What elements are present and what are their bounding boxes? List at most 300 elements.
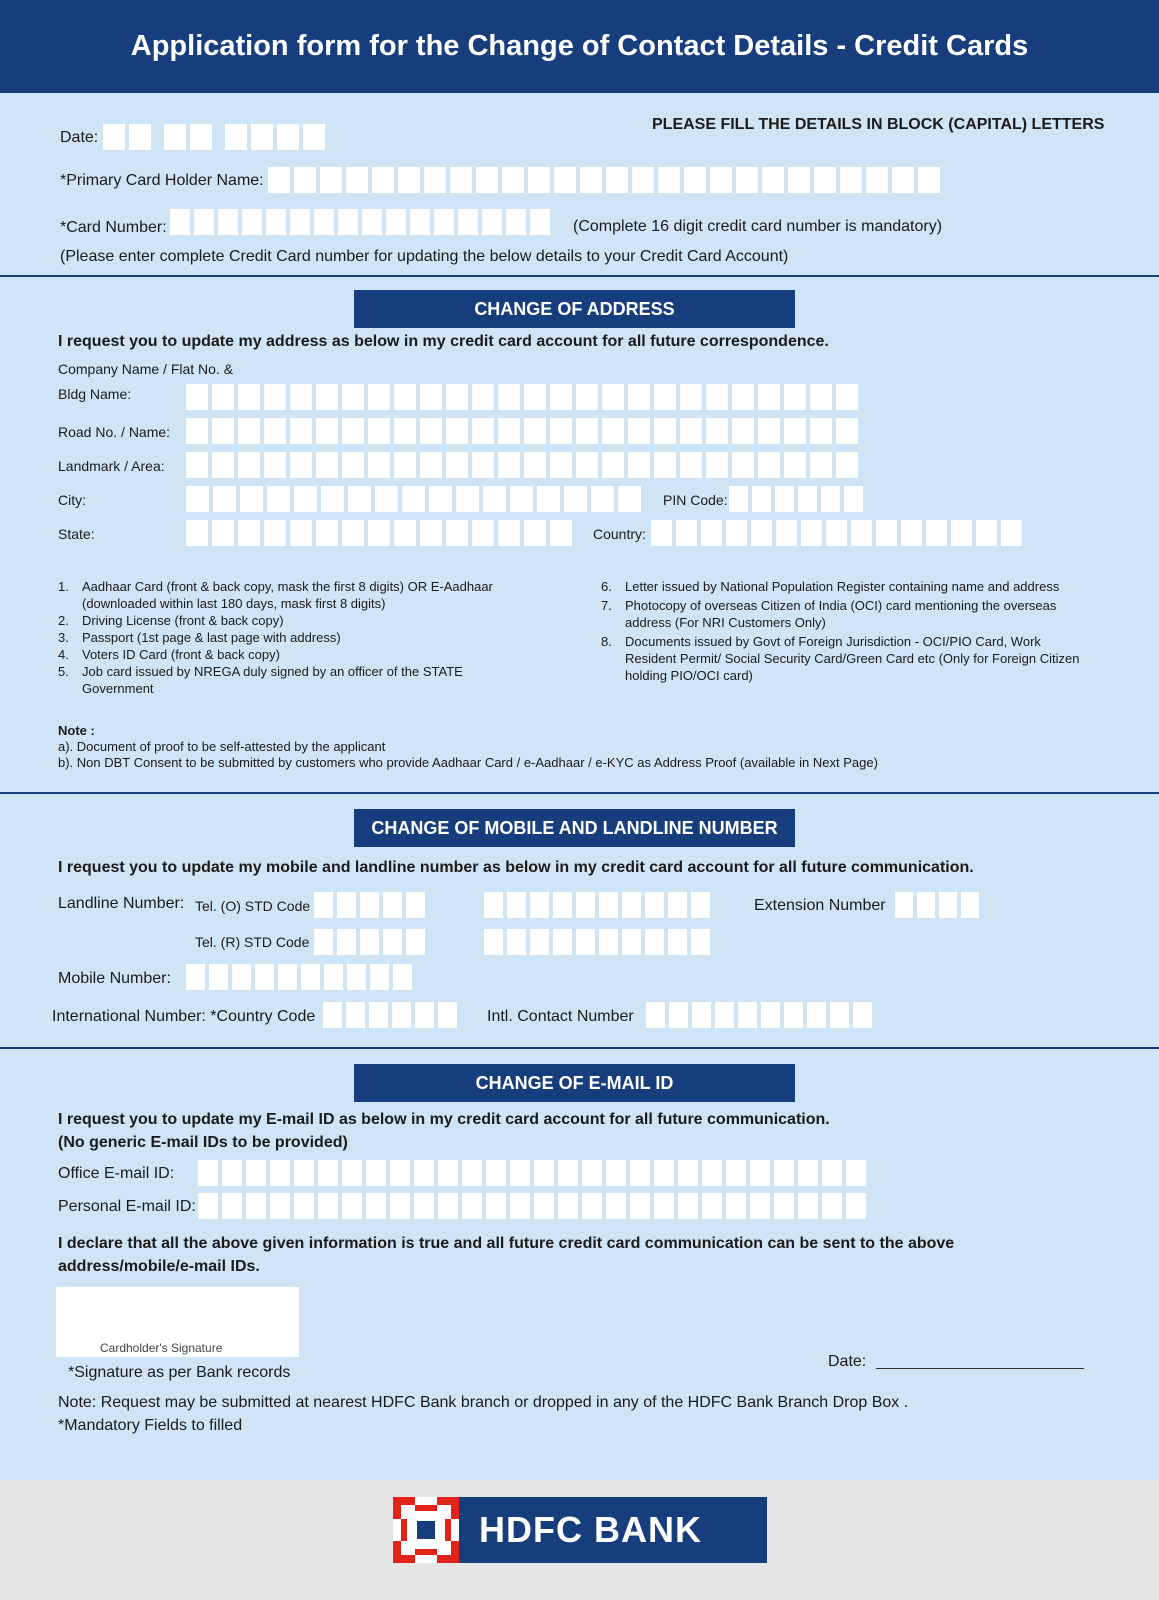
char-box[interactable]: [622, 929, 641, 955]
char-box[interactable]: [318, 1160, 338, 1186]
char-box[interactable]: [810, 452, 832, 478]
char-box[interactable]: [798, 1193, 818, 1219]
char-box[interactable]: [209, 964, 228, 990]
char-box[interactable]: [618, 486, 641, 512]
char-box[interactable]: [628, 418, 650, 444]
char-box[interactable]: [186, 964, 205, 990]
char-box[interactable]: [876, 520, 897, 546]
char-box[interactable]: [775, 486, 794, 512]
char-box[interactable]: [550, 520, 572, 546]
char-box[interactable]: [550, 384, 572, 410]
char-box[interactable]: [255, 964, 274, 990]
char-box[interactable]: [502, 167, 524, 193]
char-box[interactable]: [406, 929, 425, 955]
char-box[interactable]: [366, 1193, 386, 1219]
char-box[interactable]: [506, 209, 526, 235]
char-box[interactable]: [851, 520, 872, 546]
char-box[interactable]: [602, 418, 624, 444]
char-box[interactable]: [761, 1002, 780, 1028]
char-box[interactable]: [270, 1160, 290, 1186]
char-box[interactable]: [606, 1193, 626, 1219]
char-box[interactable]: [438, 1160, 458, 1186]
char-box[interactable]: [632, 167, 654, 193]
char-box[interactable]: [751, 520, 772, 546]
char-box[interactable]: [710, 167, 732, 193]
char-box[interactable]: [238, 452, 260, 478]
char-box[interactable]: [524, 418, 546, 444]
char-box[interactable]: [360, 929, 379, 955]
char-box[interactable]: [537, 486, 560, 512]
char-box[interactable]: [278, 964, 297, 990]
char-box[interactable]: [645, 929, 664, 955]
char-box[interactable]: [316, 520, 338, 546]
char-box[interactable]: [338, 209, 358, 235]
char-box[interactable]: [646, 1002, 665, 1028]
char-box[interactable]: [726, 1193, 746, 1219]
char-box[interactable]: [622, 892, 641, 918]
char-box[interactable]: [658, 167, 680, 193]
char-box[interactable]: [602, 384, 624, 410]
char-box[interactable]: [498, 520, 520, 546]
char-box[interactable]: [486, 1193, 506, 1219]
char-box[interactable]: [462, 1193, 482, 1219]
char-box[interactable]: [212, 520, 234, 546]
char-box[interactable]: [701, 520, 722, 546]
char-box[interactable]: [530, 209, 550, 235]
char-box[interactable]: [383, 892, 402, 918]
char-box[interactable]: [446, 384, 468, 410]
char-box[interactable]: [446, 452, 468, 478]
char-box[interactable]: [599, 892, 618, 918]
char-box[interactable]: [324, 964, 343, 990]
char-box[interactable]: [394, 520, 416, 546]
char-box[interactable]: [242, 209, 262, 235]
char-box[interactable]: [836, 418, 858, 444]
char-box[interactable]: [264, 384, 286, 410]
char-box[interactable]: [738, 1002, 757, 1028]
char-box[interactable]: [446, 520, 468, 546]
char-box[interactable]: [370, 964, 389, 990]
char-box[interactable]: [582, 1193, 602, 1219]
char-box[interactable]: [346, 1002, 365, 1028]
char-box[interactable]: [458, 209, 478, 235]
char-box[interactable]: [558, 1193, 578, 1219]
char-box[interactable]: [836, 384, 858, 410]
char-box[interactable]: [680, 452, 702, 478]
char-box[interactable]: [788, 167, 810, 193]
char-box[interactable]: [383, 929, 402, 955]
char-box[interactable]: [420, 384, 442, 410]
char-box[interactable]: [170, 209, 190, 235]
char-box[interactable]: [606, 1160, 626, 1186]
char-box[interactable]: [576, 892, 595, 918]
char-box[interactable]: [550, 452, 572, 478]
char-box[interactable]: [450, 167, 472, 193]
char-box[interactable]: [372, 167, 394, 193]
char-box[interactable]: [926, 520, 947, 546]
char-box[interactable]: [866, 167, 888, 193]
char-box[interactable]: [375, 486, 398, 512]
char-box[interactable]: [750, 1193, 770, 1219]
char-box[interactable]: [213, 486, 236, 512]
char-box[interactable]: [186, 452, 208, 478]
char-box[interactable]: [510, 1160, 530, 1186]
char-box[interactable]: [507, 929, 526, 955]
char-box[interactable]: [576, 418, 598, 444]
char-box[interactable]: [414, 1160, 434, 1186]
char-box[interactable]: [678, 1160, 698, 1186]
char-box[interactable]: [198, 1193, 218, 1219]
char-box[interactable]: [691, 929, 710, 955]
char-box[interactable]: [342, 384, 364, 410]
char-box[interactable]: [553, 892, 572, 918]
char-box[interactable]: [362, 209, 382, 235]
char-box[interactable]: [415, 1002, 434, 1028]
char-box[interactable]: [576, 384, 598, 410]
char-box[interactable]: [368, 384, 390, 410]
char-box[interactable]: [810, 384, 832, 410]
char-box[interactable]: [390, 1160, 410, 1186]
char-box[interactable]: [438, 1193, 458, 1219]
pin-field[interactable]: [729, 486, 863, 512]
char-box[interactable]: [680, 418, 702, 444]
char-box[interactable]: [758, 418, 780, 444]
tel-o-number-field[interactable]: [484, 892, 710, 918]
char-box[interactable]: [840, 167, 862, 193]
char-box[interactable]: [406, 892, 425, 918]
char-box[interactable]: [498, 384, 520, 410]
holder-name-field[interactable]: [268, 167, 940, 193]
char-box[interactable]: [630, 1160, 650, 1186]
char-box[interactable]: [1001, 520, 1022, 546]
char-box[interactable]: [462, 1160, 482, 1186]
char-box[interactable]: [456, 486, 479, 512]
char-box[interactable]: [901, 520, 922, 546]
char-box[interactable]: [553, 929, 572, 955]
char-box[interactable]: [826, 520, 847, 546]
char-box[interactable]: [246, 1160, 266, 1186]
char-box[interactable]: [814, 167, 836, 193]
char-box[interactable]: [654, 452, 676, 478]
char-box[interactable]: [368, 452, 390, 478]
char-box[interactable]: [386, 209, 406, 235]
char-box[interactable]: [892, 167, 914, 193]
char-box[interactable]: [774, 1193, 794, 1219]
char-box[interactable]: [394, 384, 416, 410]
company-field[interactable]: [186, 384, 858, 410]
char-box[interactable]: [232, 964, 251, 990]
char-box[interactable]: [591, 486, 614, 512]
landmark-field[interactable]: [186, 452, 858, 478]
char-box[interactable]: [691, 892, 710, 918]
char-box[interactable]: [264, 418, 286, 444]
intl-country-code-field[interactable]: [323, 1002, 457, 1028]
char-box[interactable]: [194, 209, 214, 235]
char-box[interactable]: [321, 486, 344, 512]
char-box[interactable]: [822, 1193, 842, 1219]
char-box[interactable]: [301, 964, 320, 990]
char-box[interactable]: [498, 452, 520, 478]
char-box[interactable]: [266, 209, 286, 235]
char-box[interactable]: [398, 167, 420, 193]
char-box[interactable]: [342, 520, 364, 546]
char-box[interactable]: [294, 1160, 314, 1186]
char-box[interactable]: [337, 892, 356, 918]
char-box[interactable]: [212, 418, 234, 444]
char-box[interactable]: [212, 384, 234, 410]
intl-contact-field[interactable]: [646, 1002, 872, 1028]
char-box[interactable]: [678, 1193, 698, 1219]
office-email-field[interactable]: [198, 1160, 866, 1186]
char-box[interactable]: [314, 209, 334, 235]
char-box[interactable]: [316, 452, 338, 478]
char-box[interactable]: [774, 1160, 794, 1186]
char-box[interactable]: [238, 384, 260, 410]
char-box[interactable]: [392, 1002, 411, 1028]
char-box[interactable]: [507, 892, 526, 918]
char-box[interactable]: [484, 892, 503, 918]
char-box[interactable]: [342, 418, 364, 444]
char-box[interactable]: [290, 209, 310, 235]
char-box[interactable]: [290, 418, 312, 444]
char-box[interactable]: [961, 892, 979, 918]
char-box[interactable]: [554, 167, 576, 193]
char-box[interactable]: [510, 486, 533, 512]
char-box[interactable]: [564, 486, 587, 512]
char-box[interactable]: [446, 418, 468, 444]
char-box[interactable]: [758, 384, 780, 410]
char-box[interactable]: [830, 1002, 849, 1028]
char-box[interactable]: [420, 418, 442, 444]
char-box[interactable]: [776, 520, 797, 546]
char-box[interactable]: [715, 1002, 734, 1028]
char-box[interactable]: [951, 520, 972, 546]
char-box[interactable]: [976, 520, 997, 546]
char-box[interactable]: [654, 1160, 674, 1186]
char-box[interactable]: [346, 167, 368, 193]
char-box[interactable]: [762, 167, 784, 193]
char-box[interactable]: [736, 167, 758, 193]
char-box[interactable]: [726, 1160, 746, 1186]
char-box[interactable]: [424, 167, 446, 193]
char-box[interactable]: [186, 384, 208, 410]
char-box[interactable]: [390, 1193, 410, 1219]
char-box[interactable]: [483, 486, 506, 512]
char-box[interactable]: [606, 167, 628, 193]
char-box[interactable]: [472, 452, 494, 478]
char-box[interactable]: [290, 452, 312, 478]
char-box[interactable]: [784, 452, 806, 478]
char-box[interactable]: [651, 520, 672, 546]
char-box[interactable]: [368, 418, 390, 444]
char-box[interactable]: [218, 209, 238, 235]
char-box[interactable]: [732, 452, 754, 478]
char-box[interactable]: [726, 520, 747, 546]
char-box[interactable]: [268, 167, 290, 193]
char-box[interactable]: [420, 520, 442, 546]
extension-field[interactable]: [895, 892, 979, 918]
char-box[interactable]: [524, 520, 546, 546]
char-box[interactable]: [821, 486, 840, 512]
char-box[interactable]: [342, 1193, 362, 1219]
char-box[interactable]: [558, 1160, 578, 1186]
char-box[interactable]: [394, 418, 416, 444]
char-box[interactable]: [316, 384, 338, 410]
char-box[interactable]: [645, 892, 664, 918]
date-field[interactable]: [103, 124, 325, 150]
char-box[interactable]: [198, 1160, 218, 1186]
char-box[interactable]: [348, 486, 371, 512]
char-box[interactable]: [510, 1193, 530, 1219]
char-box[interactable]: [917, 892, 935, 918]
char-box[interactable]: [822, 1160, 842, 1186]
char-box[interactable]: [784, 384, 806, 410]
char-box[interactable]: [599, 929, 618, 955]
char-box[interactable]: [576, 452, 598, 478]
char-box[interactable]: [369, 1002, 388, 1028]
char-box[interactable]: [264, 452, 286, 478]
char-box[interactable]: [434, 209, 454, 235]
tel-r-number-field[interactable]: [484, 929, 710, 955]
char-box[interactable]: [402, 486, 425, 512]
char-box[interactable]: [750, 1160, 770, 1186]
char-box[interactable]: [530, 929, 549, 955]
char-box[interactable]: [314, 892, 333, 918]
char-box[interactable]: [668, 929, 687, 955]
char-box[interactable]: [676, 520, 697, 546]
char-box[interactable]: [550, 418, 572, 444]
char-box[interactable]: [801, 520, 822, 546]
char-box[interactable]: [410, 209, 430, 235]
char-box[interactable]: [576, 929, 595, 955]
char-box[interactable]: [186, 486, 209, 512]
char-box[interactable]: [669, 1002, 688, 1028]
char-box[interactable]: [186, 418, 208, 444]
char-box[interactable]: [732, 418, 754, 444]
char-box[interactable]: [238, 520, 260, 546]
char-box[interactable]: [729, 486, 748, 512]
char-box[interactable]: [810, 418, 832, 444]
char-box[interactable]: [752, 486, 771, 512]
char-box[interactable]: [853, 1002, 872, 1028]
char-box[interactable]: [784, 1002, 803, 1028]
tel-o-std-field[interactable]: [314, 892, 425, 918]
char-box[interactable]: [654, 1193, 674, 1219]
char-box[interactable]: [534, 1160, 554, 1186]
char-box[interactable]: [347, 964, 366, 990]
char-box[interactable]: [294, 486, 317, 512]
char-box[interactable]: [323, 1002, 342, 1028]
char-box[interactable]: [582, 1160, 602, 1186]
char-box[interactable]: [472, 520, 494, 546]
char-box[interactable]: [476, 167, 498, 193]
char-box[interactable]: [530, 892, 549, 918]
char-box[interactable]: [294, 167, 316, 193]
char-box[interactable]: [654, 384, 676, 410]
card-number-field[interactable]: [170, 209, 550, 235]
char-box[interactable]: [498, 418, 520, 444]
char-box[interactable]: [484, 929, 503, 955]
char-box[interactable]: [732, 384, 754, 410]
char-box[interactable]: [186, 520, 208, 546]
char-box[interactable]: [702, 1160, 722, 1186]
char-box[interactable]: [692, 1002, 711, 1028]
char-box[interactable]: [602, 452, 624, 478]
char-box[interactable]: [628, 384, 650, 410]
char-box[interactable]: [524, 452, 546, 478]
char-box[interactable]: [844, 486, 863, 512]
char-box[interactable]: [222, 1193, 242, 1219]
char-box[interactable]: [270, 1193, 290, 1219]
char-box[interactable]: [394, 452, 416, 478]
char-box[interactable]: [918, 167, 940, 193]
char-box[interactable]: [314, 929, 333, 955]
char-box[interactable]: [240, 486, 263, 512]
char-box[interactable]: [222, 1160, 242, 1186]
char-box[interactable]: [654, 418, 676, 444]
char-box[interactable]: [758, 452, 780, 478]
personal-email-field[interactable]: [198, 1193, 866, 1219]
city-field[interactable]: [186, 486, 641, 512]
char-box[interactable]: [628, 452, 650, 478]
char-box[interactable]: [846, 1193, 866, 1219]
char-box[interactable]: [238, 418, 260, 444]
char-box[interactable]: [630, 1193, 650, 1219]
char-box[interactable]: [895, 892, 913, 918]
char-box[interactable]: [680, 384, 702, 410]
char-box[interactable]: [212, 452, 234, 478]
char-box[interactable]: [846, 1160, 866, 1186]
road-field[interactable]: [186, 418, 858, 444]
char-box[interactable]: [482, 209, 502, 235]
char-box[interactable]: [342, 452, 364, 478]
mobile-number-field[interactable]: [186, 964, 412, 990]
char-box[interactable]: [320, 167, 342, 193]
char-box[interactable]: [429, 486, 452, 512]
char-box[interactable]: [294, 1193, 314, 1219]
char-box[interactable]: [784, 418, 806, 444]
char-box[interactable]: [528, 167, 550, 193]
char-box[interactable]: [524, 384, 546, 410]
char-box[interactable]: [668, 892, 687, 918]
char-box[interactable]: [414, 1193, 434, 1219]
char-box[interactable]: [438, 1002, 457, 1028]
char-box[interactable]: [360, 892, 379, 918]
char-box[interactable]: [290, 520, 312, 546]
char-box[interactable]: [798, 1160, 818, 1186]
char-box[interactable]: [342, 1160, 362, 1186]
char-box[interactable]: [706, 384, 728, 410]
tel-r-std-field[interactable]: [314, 929, 425, 955]
char-box[interactable]: [267, 486, 290, 512]
char-box[interactable]: [318, 1193, 338, 1219]
char-box[interactable]: [472, 418, 494, 444]
state-field[interactable]: [186, 520, 572, 546]
char-box[interactable]: [393, 964, 412, 990]
char-box[interactable]: [706, 418, 728, 444]
char-box[interactable]: [702, 1193, 722, 1219]
char-box[interactable]: [684, 167, 706, 193]
char-box[interactable]: [486, 1160, 506, 1186]
char-box[interactable]: [264, 520, 286, 546]
char-box[interactable]: [534, 1193, 554, 1219]
char-box[interactable]: [836, 452, 858, 478]
char-box[interactable]: [472, 384, 494, 410]
char-box[interactable]: [939, 892, 957, 918]
char-box[interactable]: [807, 1002, 826, 1028]
char-box[interactable]: [798, 486, 817, 512]
char-box[interactable]: [246, 1193, 266, 1219]
